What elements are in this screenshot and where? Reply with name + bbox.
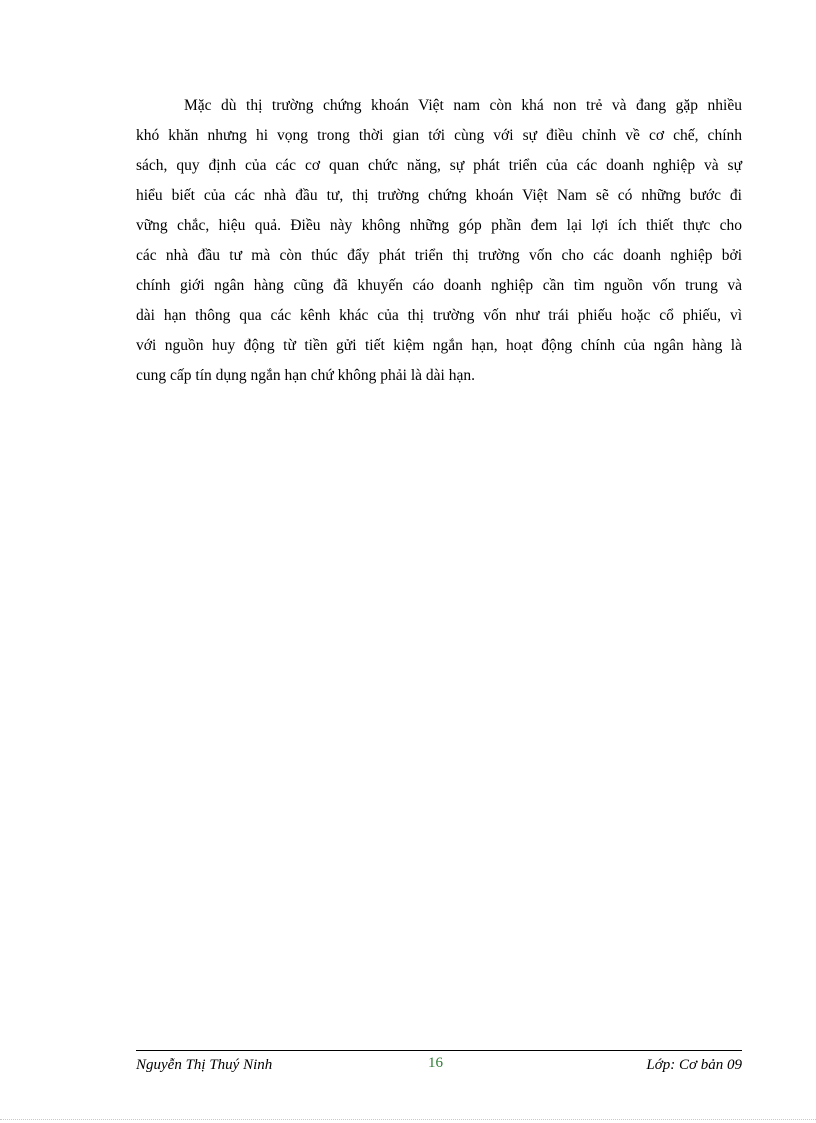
paragraph-line: hiểu biết của các nhà đầu tư, thị trường chứng khoán Việt Nam sẽ có những bước đi <box>136 187 742 204</box>
page-number: 16 <box>428 1055 443 1071</box>
footer-class-label: Lớp: Cơ bản 09 <box>646 1057 742 1073</box>
paragraph-line: các nhà đầu tư mà còn thúc đẩy phát triển thị trường vốn cho các doanh nghiệp bởi <box>136 247 742 264</box>
page-footer <box>136 1054 742 1076</box>
body-paragraph <box>136 91 742 391</box>
footer-divider <box>136 1050 742 1051</box>
paragraph-line: dài hạn thông qua các kênh khác của thị trường vốn như trái phiếu hoặc cổ phiếu, vì <box>136 307 742 324</box>
paragraph-line: với nguồn huy động từ tiền gửi tiết kiệm ngắn hạn, hoạt động chính của ngân hàng là <box>136 337 742 354</box>
page-bottom-border <box>0 1119 816 1120</box>
paragraph-line: chính giới ngân hàng cũng đã khuyến cáo doanh nghiệp cần tìm nguồn vốn trung và <box>136 277 742 294</box>
paragraph-line: sách, quy định của các cơ quan chức năng, sự phát triển của các doanh nghiệp và sự <box>136 157 742 174</box>
paragraph-line: khó khăn nhưng hi vọng trong thời gian tới cùng với sự điều chỉnh về cơ chế, chính <box>136 127 742 144</box>
paragraph-line: vững chắc, hiệu quả. Điều này không những góp phần đem lại lợi ích thiết thực cho <box>136 217 742 234</box>
paragraph-line: Mặc dù thị trường chứng khoán Việt nam còn khá non trẻ và đang gặp nhiều <box>184 97 742 114</box>
paragraph-line: cung cấp tín dụng ngắn hạn chứ không phải là dài hạn. <box>136 367 475 384</box>
footer-author: Nguyễn Thị Thuý Ninh <box>136 1057 273 1073</box>
